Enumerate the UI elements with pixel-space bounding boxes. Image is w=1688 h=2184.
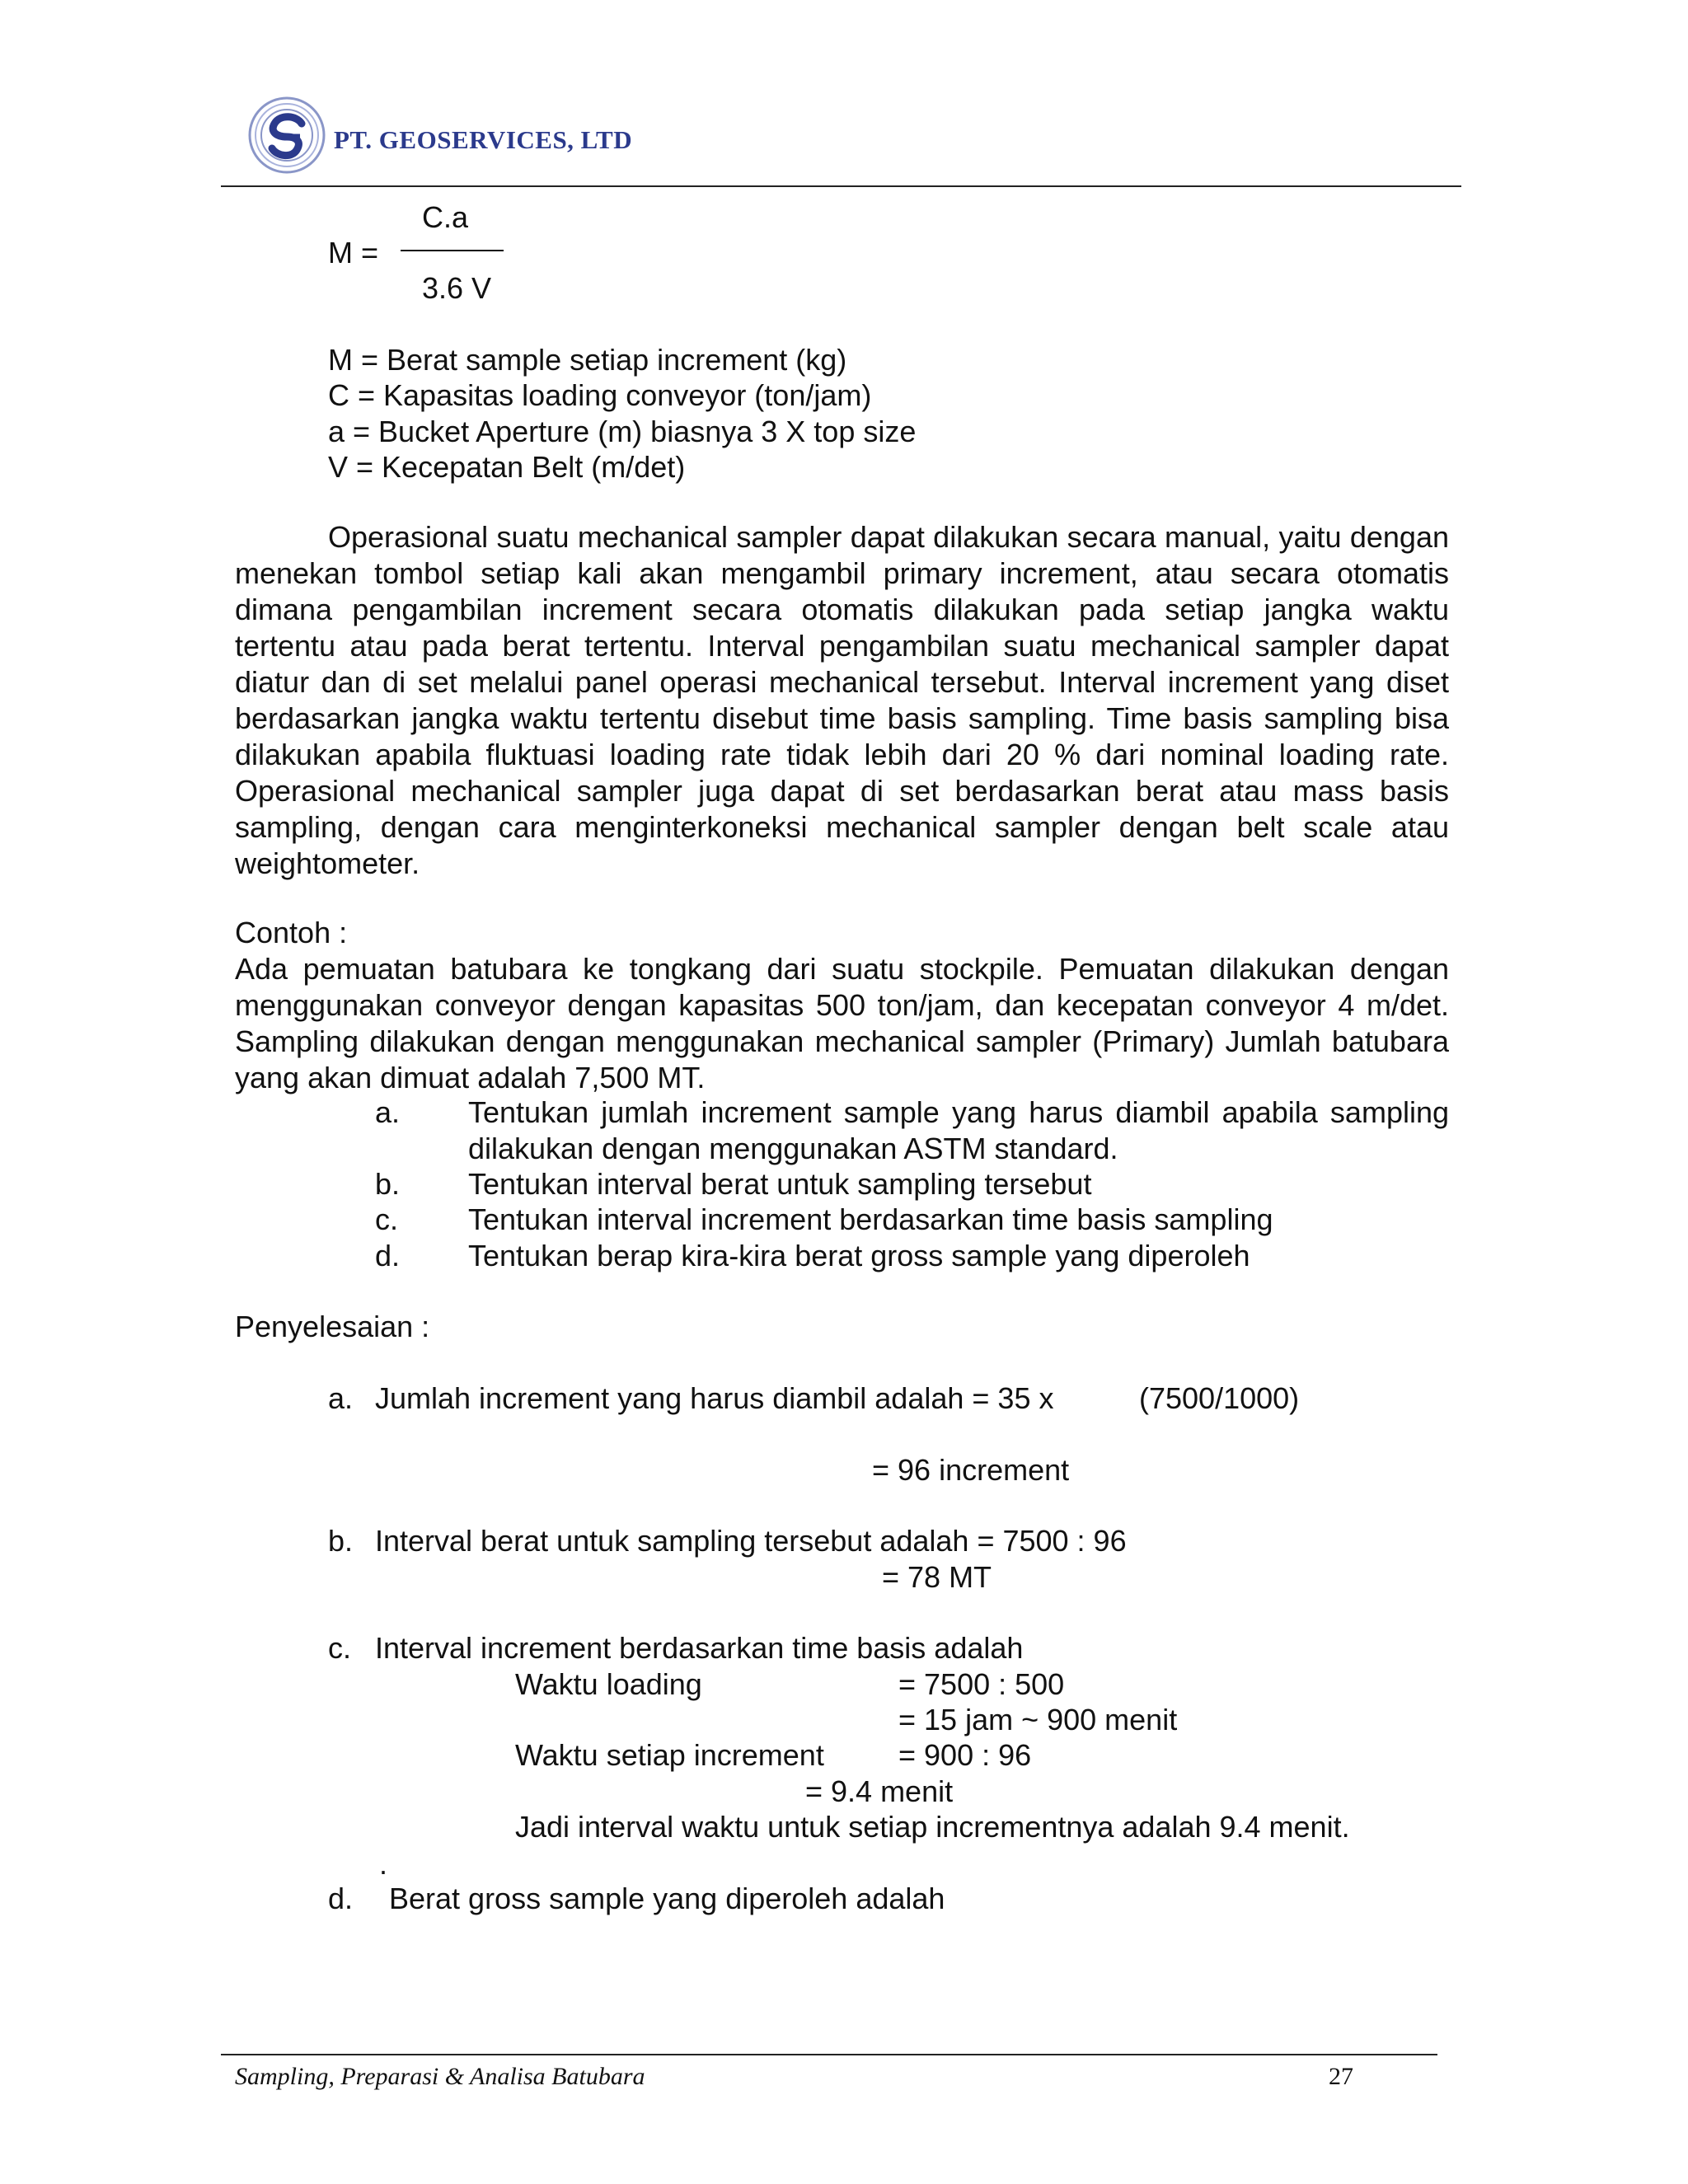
fraction-line	[401, 250, 504, 251]
solution-a-expression: (7500/1000)	[1139, 1381, 1300, 1415]
task-b-letter: b.	[375, 1167, 401, 1201]
formula-denominator: 3.6 V	[422, 271, 492, 305]
task-a-text: Tentukan jumlah increment sample yang harus diambil apabila sampling dilakukan dengan menggunakan ASTM standard.	[468, 1095, 1449, 1165]
company-name: PT. GEOSERVICES, LTD	[334, 125, 633, 154]
waktu-increment-value-2: = 9.4 menit	[805, 1774, 954, 1808]
waktu-loading-value-1: = 7500 : 500	[898, 1667, 1065, 1701]
task-c-letter: c.	[375, 1202, 399, 1236]
solution-c-conclusion: Jadi interval waktu untuk setiap incrementnya adalah 9.4 menit.	[515, 1810, 1350, 1844]
solution-a-text: Jumlah increment yang harus diambil adalah = 35 x	[375, 1381, 1054, 1415]
definition-v: V = Kecepatan Belt (m/det)	[328, 450, 686, 484]
solution-c-text: Interval increment berdasarkan time basis adalah	[375, 1631, 1024, 1665]
task-a-letter: a.	[375, 1095, 401, 1129]
task-b-text: Tentukan interval berat untuk sampling tersebut	[468, 1167, 1092, 1201]
solution-d-text: Berat gross sample yang diperoleh adalah	[389, 1882, 945, 1915]
waktu-increment-value-1: = 900 : 96	[898, 1738, 1032, 1772]
definition-a: a = Bucket Aperture (m) biasnya 3 X top size	[328, 415, 917, 448]
body-paragraph: Operasional suatu mechanical sampler dapat dilakukan secara manual, yaitu dengan menekan tombol setiap kali akan mengambil primary increment, atau secara otomatis dimana pengambilan increment secara otomatis dilakukan pada setiap jangka waktu tertentu atau pada berat tertentu. Interval pengambilan suatu mechanical sampler dapat diatur dan di set melalui panel operasi mechanical tersebut. Interval increment yang diset berdasarkan jangka waktu tertentu disebut time basis sampling. Time basis sampling bisa dilakukan apabila fluktuasi loading rate tidak lebih dari 20 % dari nominal loading rate. Operasional mechanical sampler juga dapat di set berdasarkan berat atau mass basis sampling, dengan cara menginterkoneksi mechanical sampler dengan belt scale atau weightometer.	[235, 520, 1449, 880]
solution-a-label: a.	[328, 1381, 354, 1415]
example-heading: Contoh :	[235, 916, 348, 949]
task-d-letter: d.	[375, 1239, 401, 1272]
definition-c: C = Kapasitas loading conveyor (ton/jam)	[328, 378, 872, 412]
stray-dot: .	[379, 1847, 388, 1881]
waktu-increment-label: Waktu setiap increment	[515, 1738, 824, 1772]
solution-b-text: Interval berat untuk sampling tersebut adalah = 7500 : 96	[375, 1524, 1127, 1558]
footer-rule	[221, 2054, 1437, 2055]
solution-heading: Penyelesaian :	[235, 1310, 430, 1343]
solution-c-label: c.	[328, 1631, 352, 1665]
task-c-text: Tentukan interval increment berdasarkan time basis sampling	[468, 1202, 1273, 1236]
example-text: Ada pemuatan batubara ke tongkang dari suatu stockpile. Pemuatan dilakukan dengan menggunakan conveyor dengan kapasitas 500 ton/jam, dan kecepatan conveyor 4 m/det. Sampling dilakukan dengan menggunakan mechanical sampler (Primary) Jumlah batubara yang akan dimuat adalah 7,500 MT.	[235, 952, 1449, 1094]
task-d-text: Tentukan berap kira-kira berat gross sample yang diperoleh	[468, 1239, 1250, 1272]
solution-b-label: b.	[328, 1524, 354, 1558]
page-number: 27	[1329, 2063, 1353, 2090]
formula-numerator: C.a	[422, 200, 469, 234]
waktu-loading-label: Waktu loading	[515, 1667, 702, 1701]
waktu-loading-value-2: = 15 jam ~ 900 menit	[898, 1703, 1178, 1736]
definition-m: M = Berat sample setiap increment (kg)	[328, 343, 847, 377]
solution-d-label: d.	[328, 1882, 354, 1915]
header-rule	[221, 185, 1461, 187]
formula-lhs: M =	[328, 236, 379, 269]
solution-b-result: = 78 MT	[882, 1560, 992, 1594]
company-logo	[247, 96, 326, 175]
footer-title: Sampling, Preparasi & Analisa Batubara	[235, 2063, 645, 2090]
solution-a-result: = 96 increment	[872, 1453, 1070, 1487]
